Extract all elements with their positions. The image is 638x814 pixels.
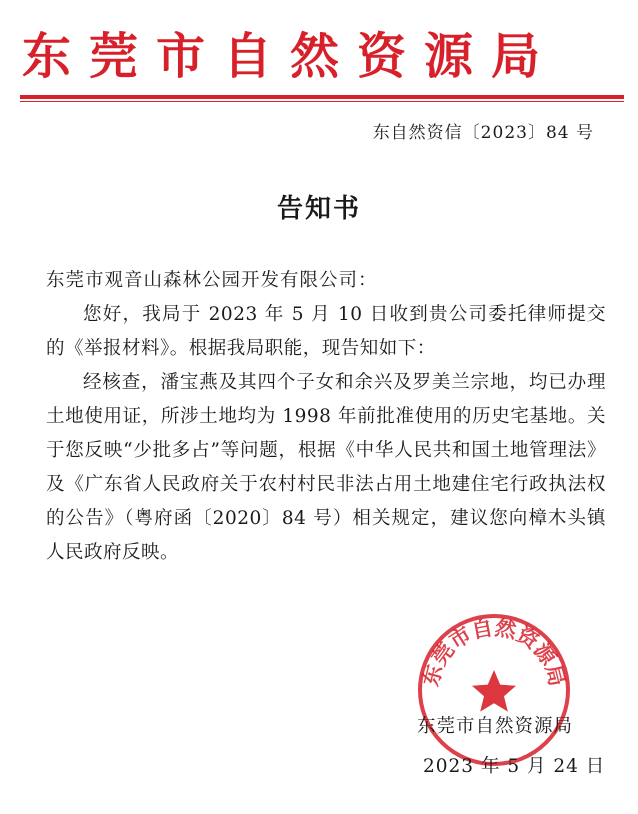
notice-body [46, 264, 606, 570]
star-icon [472, 670, 516, 712]
signature-org: 东莞市自然资源局 [417, 716, 574, 737]
signature-date: 2023 年 5 月 24 日 [423, 756, 606, 777]
body-paragraph-1: 您好，我局于 2023 年 5 月 10 日收到贵公司委托律师提交的《举报材料》。根据我局职能，现告知如下： [46, 304, 606, 359]
official-seal [416, 612, 572, 768]
letterhead-rule-thick [20, 95, 624, 99]
letterhead-rule-thin [20, 101, 624, 102]
seal-text: 东莞市自然资源局 [417, 614, 571, 689]
letterhead-title: 东莞市自然资源局 [22, 27, 559, 85]
body-paragraph-2: 经核查，潘宝燕及其四个子女和余兴及罗美兰宗地，均已办理土地使用证，所涉土地均为 1998 年前批准使用的历史宅基地。关于您反映“少批多占”等问题，根据《中华人民共和国土地管理法》及《广东省人民政府关于农村村民非法占用土地建住宅行政执法权的公告》（粤府函〔2020〕84 号）相关规定，建议您向樟木头镇人民政府反映。 [46, 372, 606, 563]
salutation: 东莞市观音山森林公园开发有限公司： [46, 270, 378, 291]
document-number: 东自然资信〔2023〕84 号 [372, 123, 594, 143]
notice-title: 告知书 [276, 194, 361, 224]
